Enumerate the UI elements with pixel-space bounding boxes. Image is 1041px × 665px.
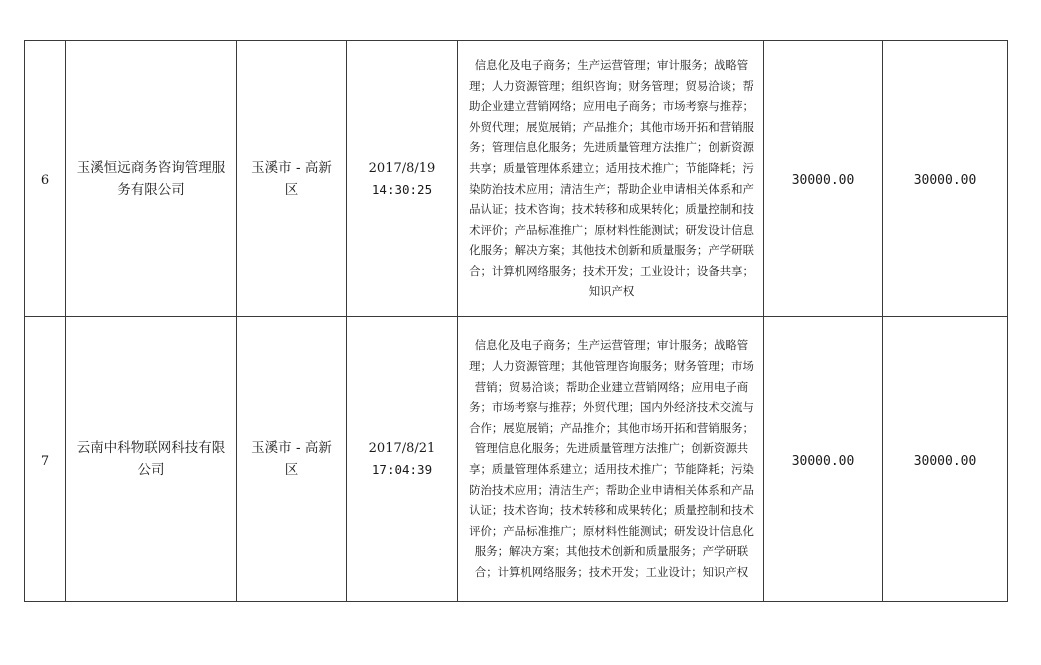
company-name-cell	[66, 41, 237, 317]
amount-total-value: 30000.00	[913, 453, 977, 469]
service-scope-cell	[458, 317, 764, 602]
company-name: 玉溪恒远商务咨询管理服务有限公司	[76, 159, 226, 198]
amount-total-value: 30000.00	[913, 173, 977, 188]
area-name: 玉溪市 - 高新区	[251, 159, 332, 198]
row-index: 7	[40, 453, 50, 469]
service-scope: 信息化及电子商务；生产运营管理；审计服务；战略管理；人力资源管理；其他管理咨询服务；财务管理；市场营销；贸易洽谈；帮助企业建立营销网络；应用电子商务；市场考察与推荐；外贸代理；国内外经济技术交流与合作；展览展销；产品推介；其他市场开拓和营销服务；管理信息化服务；先进质量管理方法推广；创新资源共享；质量管理体系建立；适用技术推广；节能降耗；污染防治技术应用；清洁生产；帮助企业申请相关体系和产品认证；技术咨询；技术转移和成果转化；质量控制和技术评价；产品标准推广；原材料性能测试；研发设计信息化服务；解决方案；其他技术创新和质量服务；产学研联合；计算机网络服务；技术开发；工业设计；知识产权	[469, 338, 754, 579]
datetime	[347, 438, 457, 480]
area-name: 玉溪市 - 高新区	[251, 440, 332, 478]
row-index: 6	[40, 173, 50, 188]
row-index-cell	[25, 41, 66, 317]
amount-cell	[764, 41, 883, 317]
amount-total-cell	[883, 41, 1008, 317]
area-cell	[237, 317, 347, 602]
company-name: 云南中科物联网科技有限公司	[76, 440, 226, 478]
amount-value: 30000.00	[791, 173, 855, 188]
table-row	[25, 317, 1008, 602]
time-text: 14:30:25	[371, 181, 433, 197]
service-scope: 信息化及电子商务；生产运营管理；审计服务；战略管理；人力资源管理；组织咨询；财务管理；贸易洽谈；帮助企业建立营销网络；应用电子商务；市场考察与推荐；外贸代理；展览展销；产品推介；其他市场开拓和营销服务；管理信息化服务；先进质量管理方法推广；创新资源共享；质量管理体系建立；适用技术推广；节能降耗；污染防治技术应用；清洁生产；帮助企业申请相关体系和产品认证；技术咨询；技术转移和成果转化；质量控制和技术评价；产品标准推广；原材料性能测试；研发设计信息化服务；解决方案；其他技术创新和质量服务；产学研联合；计算机网络服务；技术开发；工业设计；设备共享；知识产权	[469, 57, 754, 299]
time-text: 17:04:39	[371, 462, 433, 477]
amount-total-cell	[883, 317, 1008, 602]
service-records-table	[24, 40, 1008, 602]
datetime-cell	[347, 317, 458, 602]
date-text: 2017/8/21	[368, 441, 436, 456]
service-scope-cell	[458, 41, 764, 317]
amount-value: 30000.00	[791, 453, 855, 469]
amount-cell	[764, 317, 883, 602]
area-cell	[237, 41, 347, 317]
table-row	[25, 41, 1008, 317]
row-index-cell	[25, 317, 66, 602]
datetime-cell	[347, 41, 458, 317]
date-text: 2017/8/19	[368, 160, 436, 176]
datetime	[347, 158, 457, 200]
company-name-cell	[66, 317, 237, 602]
